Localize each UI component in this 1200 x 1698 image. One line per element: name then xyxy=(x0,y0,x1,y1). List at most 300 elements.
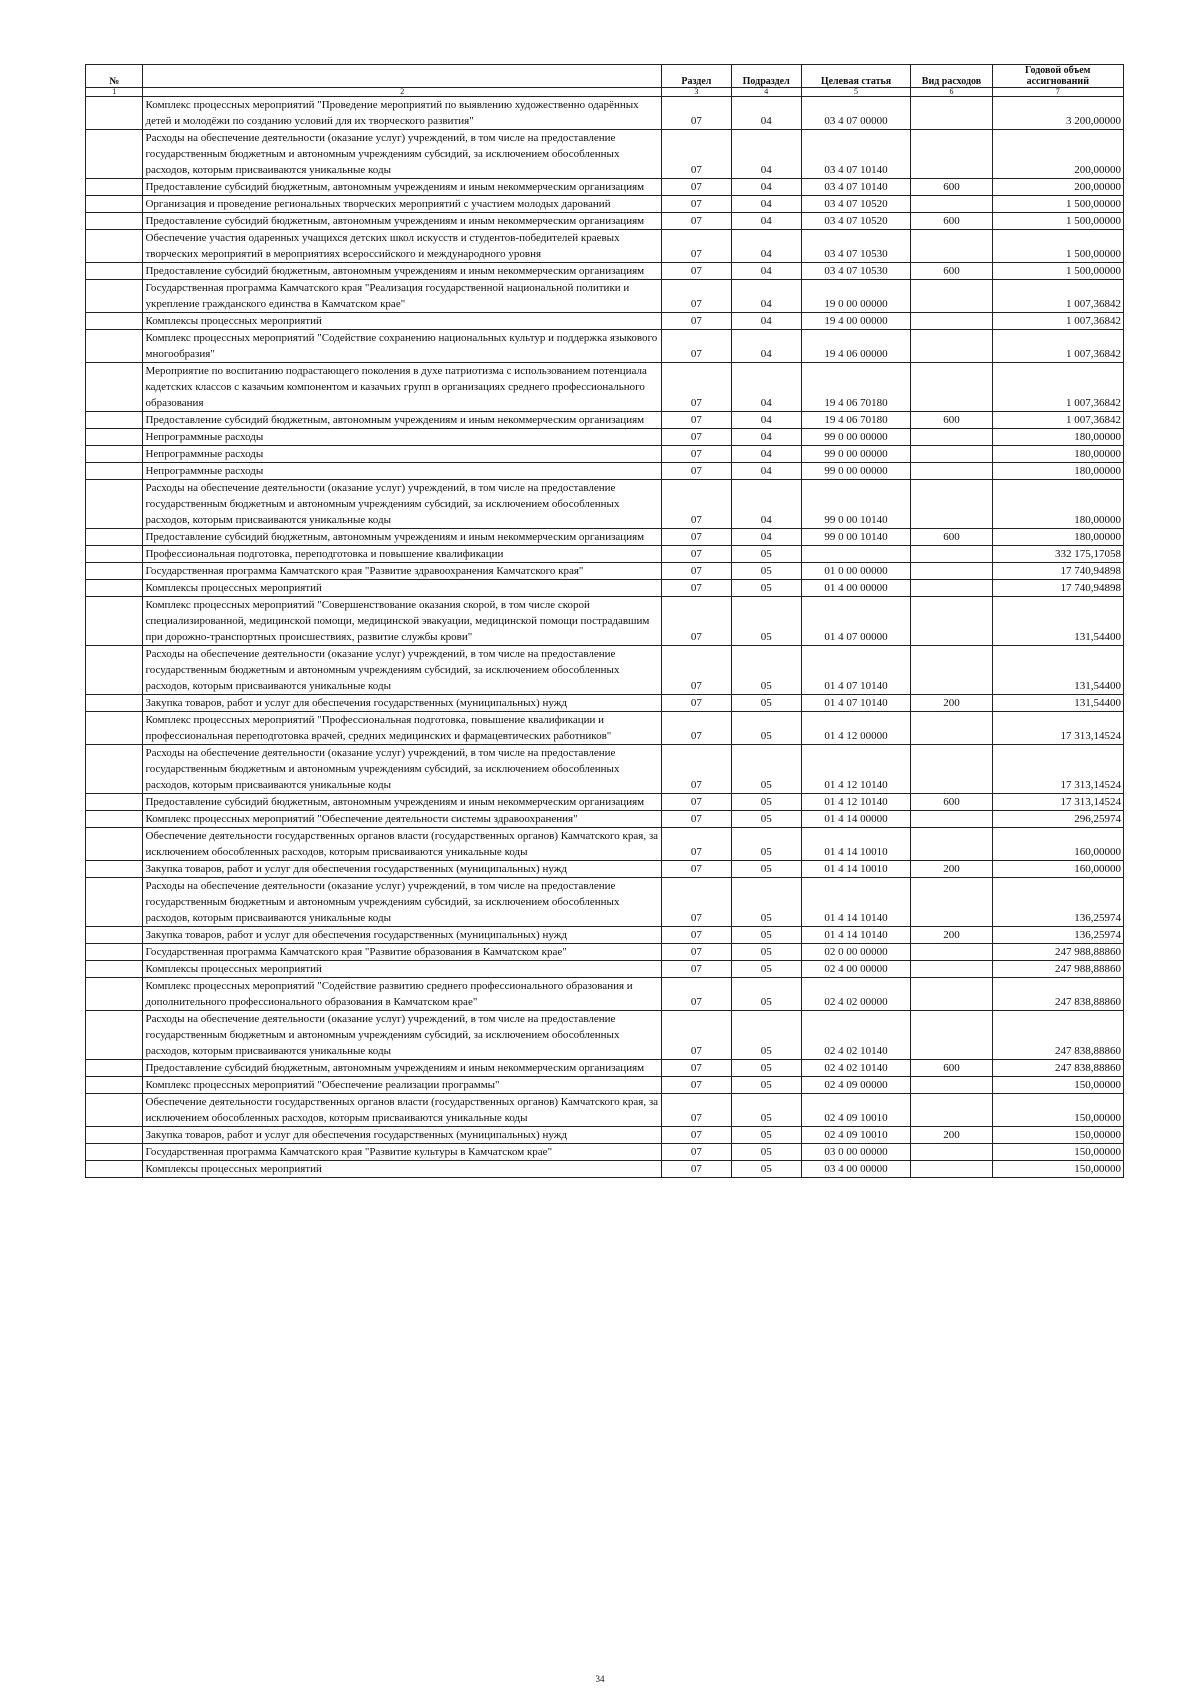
row-expense-type-cell xyxy=(911,196,992,213)
row-expense-type-cell xyxy=(911,580,992,597)
row-amount-cell: 150,00000 xyxy=(992,1094,1123,1127)
row-name-cell: Обеспечение участия одаренных учащихся детских школ искусств и студентов-победителей краевых творческих мероприятий в мероприятиях всероссийского и международного уровня xyxy=(143,230,661,263)
row-razdel-cell: 07 xyxy=(661,429,731,446)
row-podrazdel-cell: 05 xyxy=(731,563,801,580)
row-razdel-cell: 07 xyxy=(661,230,731,263)
row-number-cell xyxy=(86,97,143,130)
row-expense-type-cell: 200 xyxy=(911,695,992,712)
row-razdel-cell: 07 xyxy=(661,794,731,811)
table-row xyxy=(86,961,1124,978)
table-row xyxy=(86,1060,1124,1077)
row-target-article-cell: 01 4 14 10140 xyxy=(801,927,911,944)
row-expense-type-cell xyxy=(911,280,992,313)
table-row xyxy=(86,263,1124,280)
row-number-cell xyxy=(86,213,143,230)
row-number-cell xyxy=(86,179,143,196)
row-target-article-cell: 19 4 00 00000 xyxy=(801,313,911,330)
row-name-cell: Комплексы процессных мероприятий xyxy=(143,313,661,330)
table-row xyxy=(86,480,1124,529)
row-podrazdel-cell: 05 xyxy=(731,828,801,861)
row-amount-cell: 200,00000 xyxy=(992,130,1123,179)
row-name-cell: Мероприятие по воспитанию подрастающего поколения в духе патриотизма с использованием потенциала кадетских классов с казачьим компонентом и казачьих групп в организациях среднего профессионального образования xyxy=(143,363,661,412)
row-expense-type-cell xyxy=(911,961,992,978)
column-index: 7 xyxy=(992,88,1123,97)
table-row xyxy=(86,330,1124,363)
row-number-cell xyxy=(86,363,143,412)
row-number-cell xyxy=(86,1144,143,1161)
row-podrazdel-cell: 05 xyxy=(731,1161,801,1178)
row-razdel-cell: 07 xyxy=(661,313,731,330)
row-expense-type-cell: 200 xyxy=(911,1127,992,1144)
row-razdel-cell: 07 xyxy=(661,480,731,529)
row-razdel-cell: 07 xyxy=(661,944,731,961)
row-razdel-cell: 07 xyxy=(661,97,731,130)
row-expense-type-cell xyxy=(911,712,992,745)
column-index: 2 xyxy=(143,88,661,97)
row-name-cell: Предоставление субсидий бюджетным, автономным учреждениям и иным некоммерческим организациям xyxy=(143,529,661,546)
row-target-article-cell: 03 4 07 00000 xyxy=(801,97,911,130)
row-razdel-cell: 07 xyxy=(661,712,731,745)
row-razdel-cell: 07 xyxy=(661,529,731,546)
row-razdel-cell: 07 xyxy=(661,446,731,463)
row-expense-type-cell xyxy=(911,1077,992,1094)
table-row xyxy=(86,1011,1124,1060)
row-razdel-cell: 07 xyxy=(661,580,731,597)
row-razdel-cell: 07 xyxy=(661,1094,731,1127)
row-razdel-cell: 07 xyxy=(661,961,731,978)
row-number-cell xyxy=(86,1077,143,1094)
row-number-cell xyxy=(86,1094,143,1127)
row-expense-type-cell xyxy=(911,828,992,861)
table-row xyxy=(86,280,1124,313)
row-razdel-cell: 07 xyxy=(661,978,731,1011)
row-expense-type-cell xyxy=(911,429,992,446)
table-body xyxy=(86,97,1124,1178)
row-name-cell: Организация и проведение региональных творческих мероприятий с участием молодых дарований xyxy=(143,196,661,213)
row-podrazdel-cell: 04 xyxy=(731,529,801,546)
row-name-cell: Непрограммные расходы xyxy=(143,429,661,446)
row-name-cell: Комплексы процессных мероприятий xyxy=(143,961,661,978)
row-number-cell xyxy=(86,646,143,695)
row-target-article-cell: 03 0 00 00000 xyxy=(801,1144,911,1161)
row-expense-type-cell xyxy=(911,745,992,794)
row-name-cell: Закупка товаров, работ и услуг для обеспечения государственных (муниципальных) нужд xyxy=(143,927,661,944)
table-row xyxy=(86,811,1124,828)
table-row xyxy=(86,1077,1124,1094)
row-expense-type-cell xyxy=(911,330,992,363)
row-amount-cell: 131,54400 xyxy=(992,597,1123,646)
row-name-cell: Закупка товаров, работ и услуг для обеспечения государственных (муниципальных) нужд xyxy=(143,861,661,878)
row-podrazdel-cell: 04 xyxy=(731,179,801,196)
row-name-cell: Закупка товаров, работ и услуг для обеспечения государственных (муниципальных) нужд xyxy=(143,695,661,712)
row-name-cell: Расходы на обеспечение деятельности (оказание услуг) учреждений, в том числе на предоставление государственным бюджетным и автономным учреждениям субсидий, за исключением обособленных расходов, которым присваиваются уникальные коды xyxy=(143,646,661,695)
row-podrazdel-cell: 05 xyxy=(731,861,801,878)
row-target-article-cell: 02 4 00 00000 xyxy=(801,961,911,978)
row-number-cell xyxy=(86,130,143,179)
row-expense-type-cell: 600 xyxy=(911,179,992,196)
row-target-article-cell: 01 4 14 10010 xyxy=(801,828,911,861)
row-podrazdel-cell: 05 xyxy=(731,1011,801,1060)
row-expense-type-cell xyxy=(911,878,992,927)
row-number-cell xyxy=(86,412,143,429)
table-row xyxy=(86,597,1124,646)
row-expense-type-cell xyxy=(911,230,992,263)
row-target-article-cell xyxy=(801,546,911,563)
row-razdel-cell: 07 xyxy=(661,597,731,646)
row-podrazdel-cell: 04 xyxy=(731,213,801,230)
row-razdel-cell: 07 xyxy=(661,196,731,213)
row-podrazdel-cell: 05 xyxy=(731,878,801,927)
row-target-article-cell: 03 4 07 10140 xyxy=(801,130,911,179)
table-row xyxy=(86,712,1124,745)
row-expense-type-cell xyxy=(911,446,992,463)
row-name-cell: Закупка товаров, работ и услуг для обеспечения государственных (муниципальных) нужд xyxy=(143,1127,661,1144)
table-row xyxy=(86,794,1124,811)
table-row xyxy=(86,546,1124,563)
row-target-article-cell: 99 0 00 10140 xyxy=(801,529,911,546)
row-expense-type-cell xyxy=(911,1161,992,1178)
row-number-cell xyxy=(86,961,143,978)
header-num: № xyxy=(86,65,143,88)
row-name-cell: Предоставление субсидий бюджетным, автономным учреждениям и иным некоммерческим организациям xyxy=(143,179,661,196)
row-number-cell xyxy=(86,597,143,646)
row-expense-type-cell: 200 xyxy=(911,927,992,944)
row-target-article-cell: 19 0 00 00000 xyxy=(801,280,911,313)
row-amount-cell: 180,00000 xyxy=(992,446,1123,463)
row-podrazdel-cell: 04 xyxy=(731,130,801,179)
row-target-article-cell: 99 0 00 00000 xyxy=(801,429,911,446)
table-row xyxy=(86,646,1124,695)
row-amount-cell: 1 500,00000 xyxy=(992,196,1123,213)
row-name-cell: Комплексы процессных мероприятий xyxy=(143,580,661,597)
column-index: 1 xyxy=(86,88,143,97)
row-amount-cell: 247 838,88860 xyxy=(992,1060,1123,1077)
row-razdel-cell: 07 xyxy=(661,1161,731,1178)
row-expense-type-cell xyxy=(911,1011,992,1060)
row-amount-cell: 180,00000 xyxy=(992,529,1123,546)
header-target-article: Целевая статья xyxy=(801,65,911,88)
row-amount-cell: 131,54400 xyxy=(992,695,1123,712)
row-name-cell: Расходы на обеспечение деятельности (оказание услуг) учреждений, в том числе на предоставление государственным бюджетным и автономным учреждениям субсидий, за исключением обособленных расходов, которым присваиваются уникальные коды xyxy=(143,1011,661,1060)
row-razdel-cell: 07 xyxy=(661,363,731,412)
row-amount-cell: 1 500,00000 xyxy=(992,213,1123,230)
table-row xyxy=(86,1144,1124,1161)
row-target-article-cell: 99 0 00 10140 xyxy=(801,480,911,529)
row-target-article-cell: 01 4 14 10140 xyxy=(801,878,911,927)
table-row xyxy=(86,861,1124,878)
row-razdel-cell: 07 xyxy=(661,563,731,580)
row-razdel-cell: 07 xyxy=(661,1060,731,1077)
row-target-article-cell: 01 4 07 10140 xyxy=(801,646,911,695)
table-row xyxy=(86,695,1124,712)
row-razdel-cell: 07 xyxy=(661,878,731,927)
page-number: 34 xyxy=(595,1674,605,1684)
row-name-cell: Предоставление субсидий бюджетным, автономным учреждениям и иным некоммерческим организациям xyxy=(143,794,661,811)
row-expense-type-cell: 600 xyxy=(911,529,992,546)
table-row xyxy=(86,446,1124,463)
row-amount-cell: 332 175,17058 xyxy=(992,546,1123,563)
row-target-article-cell: 03 4 07 10530 xyxy=(801,230,911,263)
row-number-cell xyxy=(86,196,143,213)
row-name-cell: Предоставление субсидий бюджетным, автономным учреждениям и иным некоммерческим организациям xyxy=(143,263,661,280)
row-number-cell xyxy=(86,1161,143,1178)
row-number-cell xyxy=(86,546,143,563)
row-razdel-cell: 07 xyxy=(661,546,731,563)
table-row xyxy=(86,213,1124,230)
row-podrazdel-cell: 04 xyxy=(731,446,801,463)
row-razdel-cell: 07 xyxy=(661,412,731,429)
row-target-article-cell: 01 4 14 10010 xyxy=(801,861,911,878)
row-expense-type-cell: 600 xyxy=(911,794,992,811)
row-expense-type-cell xyxy=(911,546,992,563)
row-podrazdel-cell: 04 xyxy=(731,480,801,529)
row-expense-type-cell xyxy=(911,313,992,330)
row-podrazdel-cell: 04 xyxy=(731,412,801,429)
column-index-row xyxy=(86,88,1124,97)
row-name-cell: Непрограммные расходы xyxy=(143,463,661,480)
row-amount-cell: 1 007,36842 xyxy=(992,412,1123,429)
row-expense-type-cell xyxy=(911,944,992,961)
row-podrazdel-cell: 05 xyxy=(731,1060,801,1077)
table-row xyxy=(86,745,1124,794)
row-expense-type-cell xyxy=(911,646,992,695)
row-expense-type-cell: 600 xyxy=(911,263,992,280)
row-number-cell xyxy=(86,480,143,529)
table-row xyxy=(86,363,1124,412)
row-name-cell: Государственная программа Камчатского края "Реализация государственной национальной политики и укрепление гражданского единства в Камчатском крае" xyxy=(143,280,661,313)
row-razdel-cell: 07 xyxy=(661,695,731,712)
row-target-article-cell: 01 4 07 00000 xyxy=(801,597,911,646)
row-name-cell: Государственная программа Камчатского края "Развитие культуры в Камчатском крае" xyxy=(143,1144,661,1161)
row-number-cell xyxy=(86,580,143,597)
row-target-article-cell: 01 4 12 10140 xyxy=(801,745,911,794)
row-podrazdel-cell: 04 xyxy=(731,363,801,412)
row-amount-cell: 150,00000 xyxy=(992,1144,1123,1161)
row-podrazdel-cell: 04 xyxy=(731,196,801,213)
row-podrazdel-cell: 05 xyxy=(731,1127,801,1144)
row-expense-type-cell xyxy=(911,563,992,580)
row-target-article-cell: 02 4 09 00000 xyxy=(801,1077,911,1094)
row-podrazdel-cell: 05 xyxy=(731,712,801,745)
table-row xyxy=(86,580,1124,597)
column-index: 5 xyxy=(801,88,911,97)
row-amount-cell: 1 500,00000 xyxy=(992,230,1123,263)
row-razdel-cell: 07 xyxy=(661,1144,731,1161)
row-name-cell: Комплексы процессных мероприятий xyxy=(143,1161,661,1178)
row-number-cell xyxy=(86,861,143,878)
row-number-cell xyxy=(86,446,143,463)
row-name-cell: Обеспечение деятельности государственных органов власти (государственных органов) Камчатского края, за исключением обособленных расходов, которым присваиваются уникальные коды xyxy=(143,1094,661,1127)
row-number-cell xyxy=(86,878,143,927)
row-podrazdel-cell: 05 xyxy=(731,745,801,794)
row-podrazdel-cell: 05 xyxy=(731,1094,801,1127)
row-name-cell: Предоставление субсидий бюджетным, автономным учреждениям и иным некоммерческим организациям xyxy=(143,213,661,230)
row-target-article-cell: 02 0 00 00000 xyxy=(801,944,911,961)
row-target-article-cell: 02 4 02 10140 xyxy=(801,1060,911,1077)
row-amount-cell: 150,00000 xyxy=(992,1161,1123,1178)
row-amount-cell: 3 200,00000 xyxy=(992,97,1123,130)
row-expense-type-cell xyxy=(911,363,992,412)
row-amount-cell: 247 988,88860 xyxy=(992,961,1123,978)
row-podrazdel-cell: 05 xyxy=(731,978,801,1011)
row-amount-cell: 180,00000 xyxy=(992,463,1123,480)
row-expense-type-cell: 200 xyxy=(911,861,992,878)
table-row xyxy=(86,563,1124,580)
row-name-cell: Непрограммные расходы xyxy=(143,446,661,463)
row-name-cell: Комплекс процессных мероприятий "Профессиональная подготовка, повышение квалификации и профессиональная переподготовка врачей, средних медицинских и фармацевтических работников" xyxy=(143,712,661,745)
row-number-cell xyxy=(86,695,143,712)
row-name-cell: Расходы на обеспечение деятельности (оказание услуг) учреждений, в том числе на предоставление государственным бюджетным и автономным учреждениям субсидий, за исключением обособленных расходов, которым присваиваются уникальные коды xyxy=(143,745,661,794)
header-razdel: Раздел xyxy=(661,65,731,88)
row-target-article-cell: 99 0 00 00000 xyxy=(801,463,911,480)
row-expense-type-cell xyxy=(911,130,992,179)
row-podrazdel-cell: 05 xyxy=(731,1144,801,1161)
row-name-cell: Расходы на обеспечение деятельности (оказание услуг) учреждений, в том числе на предоставление государственным бюджетным и автономным учреждениям субсидий, за исключением обособленных расходов, которым присваиваются уникальные коды xyxy=(143,878,661,927)
row-number-cell xyxy=(86,712,143,745)
row-expense-type-cell xyxy=(911,978,992,1011)
row-name-cell: Предоставление субсидий бюджетным, автономным учреждениям и иным некоммерческим организациям xyxy=(143,1060,661,1077)
row-amount-cell: 150,00000 xyxy=(992,1077,1123,1094)
row-number-cell xyxy=(86,330,143,363)
row-amount-cell: 17 740,94898 xyxy=(992,563,1123,580)
row-expense-type-cell: 600 xyxy=(911,213,992,230)
row-podrazdel-cell: 05 xyxy=(731,944,801,961)
row-expense-type-cell xyxy=(911,480,992,529)
budget-table-sheet xyxy=(85,64,1124,1178)
row-target-article-cell: 01 4 14 00000 xyxy=(801,811,911,828)
row-number-cell xyxy=(86,263,143,280)
row-name-cell: Расходы на обеспечение деятельности (оказание услуг) учреждений, в том числе на предоставление государственным бюджетным и автономным учреждениям субсидий, за исключением обособленных расходов, которым присваиваются уникальные коды xyxy=(143,130,661,179)
row-target-article-cell: 03 4 07 10530 xyxy=(801,263,911,280)
row-podrazdel-cell: 04 xyxy=(731,263,801,280)
row-target-article-cell: 03 4 00 00000 xyxy=(801,1161,911,1178)
row-number-cell xyxy=(86,978,143,1011)
row-number-cell xyxy=(86,828,143,861)
row-razdel-cell: 07 xyxy=(661,280,731,313)
table-row xyxy=(86,1094,1124,1127)
row-number-cell xyxy=(86,794,143,811)
row-name-cell: Комплекс процессных мероприятий "Содействие развитию среднего профессионального образования и дополнительного профессионального образования в Камчатском крае" xyxy=(143,978,661,1011)
row-amount-cell: 247 838,88860 xyxy=(992,978,1123,1011)
table-row xyxy=(86,97,1124,130)
row-name-cell: Государственная программа Камчатского края "Развитие образования в Камчатском крае" xyxy=(143,944,661,961)
row-target-article-cell: 03 4 07 10140 xyxy=(801,179,911,196)
row-target-article-cell: 19 4 06 70180 xyxy=(801,412,911,429)
row-amount-cell: 180,00000 xyxy=(992,429,1123,446)
row-razdel-cell: 07 xyxy=(661,213,731,230)
row-amount-cell: 1 007,36842 xyxy=(992,313,1123,330)
table-row xyxy=(86,927,1124,944)
row-podrazdel-cell: 05 xyxy=(731,646,801,695)
row-podrazdel-cell: 05 xyxy=(731,794,801,811)
table-row xyxy=(86,130,1124,179)
row-podrazdel-cell: 04 xyxy=(731,313,801,330)
row-podrazdel-cell: 04 xyxy=(731,97,801,130)
row-amount-cell: 1 500,00000 xyxy=(992,263,1123,280)
row-target-article-cell: 01 4 12 10140 xyxy=(801,794,911,811)
budget-table xyxy=(85,64,1124,1178)
table-row xyxy=(86,1127,1124,1144)
row-name-cell: Обеспечение деятельности государственных органов власти (государственных органов) Камчатского края, за исключением обособленных расходов, которым присваиваются уникальные коды xyxy=(143,828,661,861)
row-podrazdel-cell: 04 xyxy=(731,463,801,480)
table-row xyxy=(86,1161,1124,1178)
row-expense-type-cell: 600 xyxy=(911,1060,992,1077)
row-name-cell: Комплекс процессных мероприятий "Обеспечение реализации программы" xyxy=(143,1077,661,1094)
table-row xyxy=(86,179,1124,196)
row-expense-type-cell xyxy=(911,463,992,480)
row-name-cell: Комплекс процессных мероприятий "Обеспечение деятельности системы здравоохранения" xyxy=(143,811,661,828)
row-podrazdel-cell: 05 xyxy=(731,546,801,563)
row-podrazdel-cell: 04 xyxy=(731,330,801,363)
row-podrazdel-cell: 04 xyxy=(731,230,801,263)
row-number-cell xyxy=(86,745,143,794)
row-name-cell: Предоставление субсидий бюджетным, автономным учреждениям и иным некоммерческим организациям xyxy=(143,412,661,429)
row-expense-type-cell xyxy=(911,97,992,130)
row-amount-cell: 136,25974 xyxy=(992,927,1123,944)
column-index: 3 xyxy=(661,88,731,97)
row-number-cell xyxy=(86,1060,143,1077)
row-name-cell: Расходы на обеспечение деятельности (оказание услуг) учреждений, в том числе на предоставление государственным бюджетным и автономным учреждениям субсидий, за исключением обособленных расходов, которым присваиваются уникальные коды xyxy=(143,480,661,529)
row-amount-cell: 1 007,36842 xyxy=(992,363,1123,412)
table-row xyxy=(86,429,1124,446)
row-number-cell xyxy=(86,811,143,828)
row-razdel-cell: 07 xyxy=(661,828,731,861)
row-podrazdel-cell: 05 xyxy=(731,580,801,597)
row-razdel-cell: 07 xyxy=(661,1077,731,1094)
row-razdel-cell: 07 xyxy=(661,179,731,196)
table-row xyxy=(86,313,1124,330)
row-razdel-cell: 07 xyxy=(661,927,731,944)
row-razdel-cell: 07 xyxy=(661,330,731,363)
row-number-cell xyxy=(86,563,143,580)
row-target-article-cell: 02 4 09 10010 xyxy=(801,1127,911,1144)
row-target-article-cell: 02 4 02 10140 xyxy=(801,1011,911,1060)
row-razdel-cell: 07 xyxy=(661,130,731,179)
table-row xyxy=(86,412,1124,429)
row-target-article-cell: 01 4 00 00000 xyxy=(801,580,911,597)
table-row xyxy=(86,878,1124,927)
table-row xyxy=(86,230,1124,263)
table-row xyxy=(86,529,1124,546)
row-number-cell xyxy=(86,927,143,944)
row-razdel-cell: 07 xyxy=(661,263,731,280)
row-podrazdel-cell: 05 xyxy=(731,961,801,978)
row-amount-cell: 17 313,14524 xyxy=(992,745,1123,794)
row-expense-type-cell xyxy=(911,811,992,828)
row-podrazdel-cell: 04 xyxy=(731,429,801,446)
row-target-article-cell: 01 0 00 00000 xyxy=(801,563,911,580)
row-expense-type-cell xyxy=(911,597,992,646)
row-razdel-cell: 07 xyxy=(661,463,731,480)
row-amount-cell: 17 313,14524 xyxy=(992,712,1123,745)
row-target-article-cell: 01 4 12 00000 xyxy=(801,712,911,745)
header-expense-type: Вид расходов xyxy=(911,65,992,88)
row-number-cell xyxy=(86,1011,143,1060)
row-name-cell: Комплекс процессных мероприятий "Проведение мероприятий по выявлению художественно одарённых детей и молодёжи по созданию условий для их творческого развития" xyxy=(143,97,661,130)
row-number-cell xyxy=(86,944,143,961)
row-target-article-cell: 01 4 07 10140 xyxy=(801,695,911,712)
row-expense-type-cell: 600 xyxy=(911,412,992,429)
row-amount-cell: 247 988,88860 xyxy=(992,944,1123,961)
row-podrazdel-cell: 05 xyxy=(731,1077,801,1094)
row-razdel-cell: 07 xyxy=(661,1127,731,1144)
row-amount-cell: 17 740,94898 xyxy=(992,580,1123,597)
row-amount-cell: 200,00000 xyxy=(992,179,1123,196)
column-index: 4 xyxy=(731,88,801,97)
row-number-cell xyxy=(86,529,143,546)
row-amount-cell: 296,25974 xyxy=(992,811,1123,828)
row-amount-cell: 17 313,14524 xyxy=(992,794,1123,811)
